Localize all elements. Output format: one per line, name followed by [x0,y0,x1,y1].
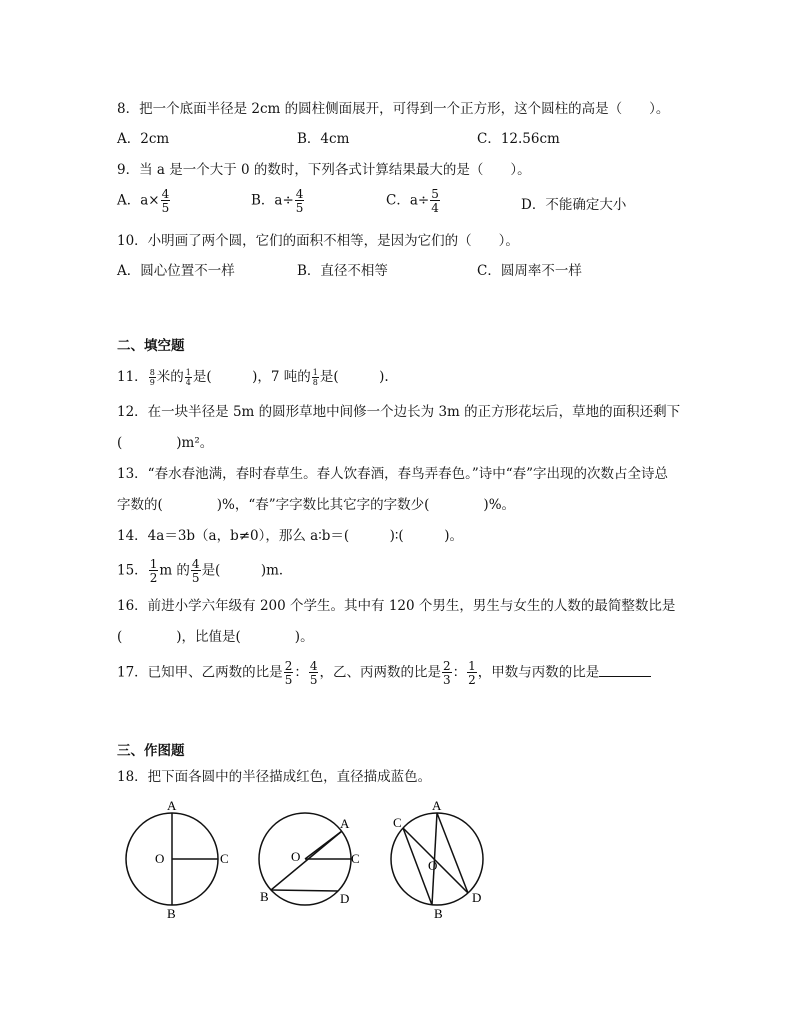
answer-blank [599,662,651,677]
circle-1-label-a: A [167,798,177,813]
question-12-line-2: ( )m²。 [117,435,214,451]
question-10: 10．小明画了两个圆，它们的面积不相等，是因为它们的（ ）。 [117,233,519,249]
q8-option-b: B．4cm [297,131,350,147]
section-title-drawing: 三、作图题 [117,743,185,759]
fraction: $\frac{2}{3}$ [442,659,451,687]
circle-2-label-a: A [340,816,350,831]
circle-3-label-b: B [434,906,443,921]
fraction: $\frac{1}{4}$ [185,367,191,387]
question-16-line-2: ( )，比值是( )。 [117,629,314,645]
q10-option-a: A．圆心位置不一样 [117,263,235,279]
question-9: 9．当 a 是一个大于 0 的数时，下列各式计算结果最大的是（ ）。 [117,162,531,178]
question-13-line-1: 13．“春水春池满，春时春草生。春人饮春酒，春鸟弄春色。”诗中“春”字出现的次数占全诗总 [117,466,669,482]
circle-3-label-o: O [428,858,438,873]
circle-1 [126,813,218,905]
circles-figure [110,795,510,925]
fraction: $\frac{4}{5}$ [295,187,304,215]
circle-3-label-d: D [472,890,482,905]
fraction: $\frac{4}{5}$ [309,659,318,687]
question-15: 15． $\frac{1}{2}$ m 的 $\frac{4}{5}$ 是( )m． [117,557,293,585]
question-13-line-2: 字数的( )%，“春”字字数比其它字的字数少( )%。 [117,497,516,513]
q9-option-c [386,188,441,214]
q9-option-a-prefix: A．a× [117,192,160,209]
fraction: $\frac{4}{5}$ [161,187,170,215]
q10-option-b: B．直径不相等 [297,263,388,279]
q8-option-c: C．12.56cm [477,131,560,147]
fraction: $\frac{2}{5}$ [284,659,293,687]
circle-3-label-a: A [432,798,442,813]
question-11: 11． $\frac{8}{9}$ 米的 $\frac{1}{4}$ 是( )，7 吨的 $\frac{1}{8}$ 是( ). [117,367,389,387]
section-title-fill-in: 二、填空题 [117,338,185,354]
q10-option-c: C．圆周率不一样 [477,263,582,279]
q9-option-b [251,188,305,214]
circle-3-label-c: C [393,815,402,830]
question-17: 17．已知甲、乙两数的比是 $\frac{2}{5}$ ： $\frac{4}{5}$ ，乙、丙两数的比是 $\frac{2}{3}$ ： $\frac{1}{2}$ ，甲数与丙数的比是 [117,660,651,686]
circle-2-label-d: D [340,891,350,906]
circle-2-label-o: O [291,849,301,864]
fraction: $\frac{1}{8}$ [312,367,318,387]
question-8: 8．把一个底面半径是 2cm 的圆柱侧面展开，可得到一个正方形，这个圆柱的高是（ ）。 [117,101,670,117]
question-12-line-1: 12．在一块半径是 5m 的圆形草地中间修一个边长为 3m 的正方形花坛后，草地的面积还剩下 [117,404,681,420]
q9-option-a [117,188,171,214]
circle-1-label-o: O [155,851,165,866]
q8-option-a: A．2cm [117,131,170,147]
circle-1-label-b: B [167,906,176,921]
circle-2 [259,813,351,905]
fraction: $\frac{1}{2}$ [149,557,158,585]
circle-1-label-c: C [220,851,229,866]
q9-option-d: D．不能确定大小 [521,197,627,213]
question-16-line-1: 16．前进小学六年级有 200 个学生。其中有 120 个男生，男生与女生的人数的最简整数比是 [117,598,676,614]
fraction: $\frac{4}{5}$ [191,557,200,585]
circle-2-label-b: B [260,889,269,904]
fraction: $\frac{5}{4}$ [431,187,439,215]
q9-option-c-prefix: C．a÷ [386,192,430,209]
circle-2-label-c: C [351,851,360,866]
fraction: $\frac{8}{9}$ [149,367,155,387]
question-18: 18．把下面各圆中的半径描成红色，直径描成蓝色。 [117,769,432,785]
question-14: 14．4a＝3b（a，b≠0），那么 a∶b＝( )∶( )。 [117,528,463,544]
fraction: $\frac{1}{2}$ [468,659,476,687]
q9-option-b-prefix: B．a÷ [251,192,294,209]
